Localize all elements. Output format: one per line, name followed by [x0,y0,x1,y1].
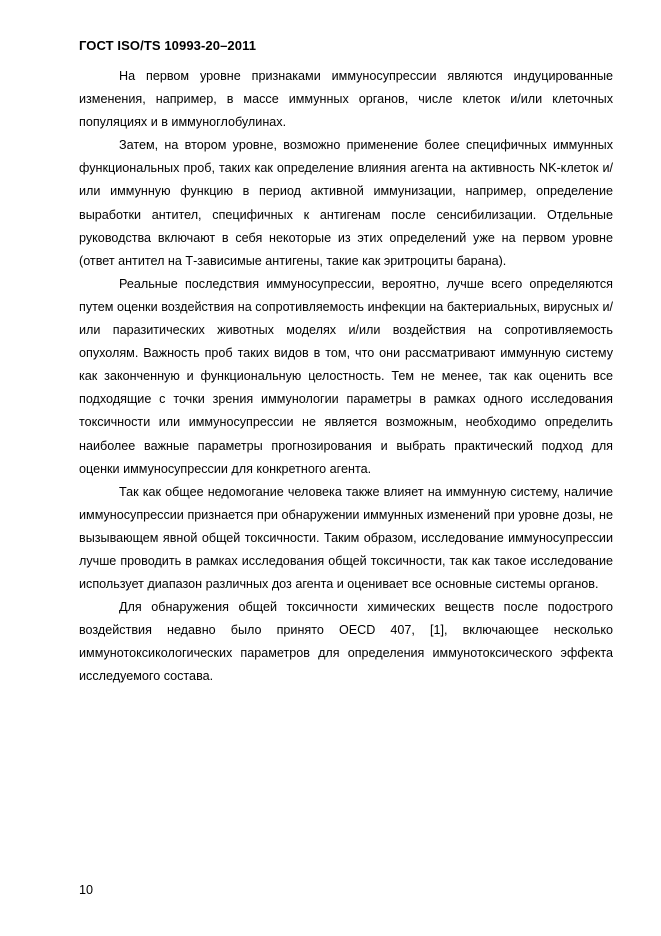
paragraph-2: Затем, на втором уровне, возможно применение более специфичных иммунных функциональных проб, таких как определение влияния агента на активность NK-клеток и/или иммунную функцию в период активной иммунизации, например, определение выработки антител, специфичных к антигенам после сенсибилизации. Отдельные руководства включают в себя некоторые из этих определений уже на первом уровне (ответ антител на Т-зависимые антигены, такие как эритроциты барана). [79,138,613,268]
paragraph-4: Так как общее недомогание человека также влияет на иммунную систему, наличие иммуносупрессии признается при обнаружении иммунных изменений при уровне дозы, не вызывающем явной общей токсичности. Таким образом, исследование иммуносупрессии лучше проводить в рамках исследования общей токсичности, так как такое исследование использует диапазон различных доз агента и оценивает все основные системы органов. [79,484,613,592]
paragraph-1: На первом уровне признаками иммуносупрессии являются индуцированные изменения, например, в массе иммунных органов, числе клеток и/или клеточных популяциях и в иммуноглобулинах. [79,69,613,130]
document-body [79,65,613,689]
paragraph-5: Для обнаружения общей токсичности химических веществ после подострого воздействия недавно было принято OECD 407, [1], включающее несколько иммунотоксикологических параметров для определения иммунотоксического эффекта исследуемого состава. [79,600,613,684]
document-header: ГОСТ ISO/TS 10993-20–2011 [79,38,257,53]
page-number: 10 [79,883,94,897]
paragraph-3: Реальные последствия иммуносупрессии, вероятно, лучше всего определяются путем оценки воздействия на сопротивляемость инфекции на бактериальных, вирусных и/или паразитических животных моделях и/или воздействия на сопротивляемость опухолям. Важность проб таких видов в том, что они рассматривают иммунную систему как законченную и функциональную целостность. Тем не менее, так как оценить все подходящие с точки зрения иммунологии параметры в рамках одного исследования токсичности или иммуносупрессии не является возможным, необходимо определить наиболее важные параметры прогнозирования и выбрать практический подход для оценки иммуносупрессии для конкретного агента. [79,276,613,476]
